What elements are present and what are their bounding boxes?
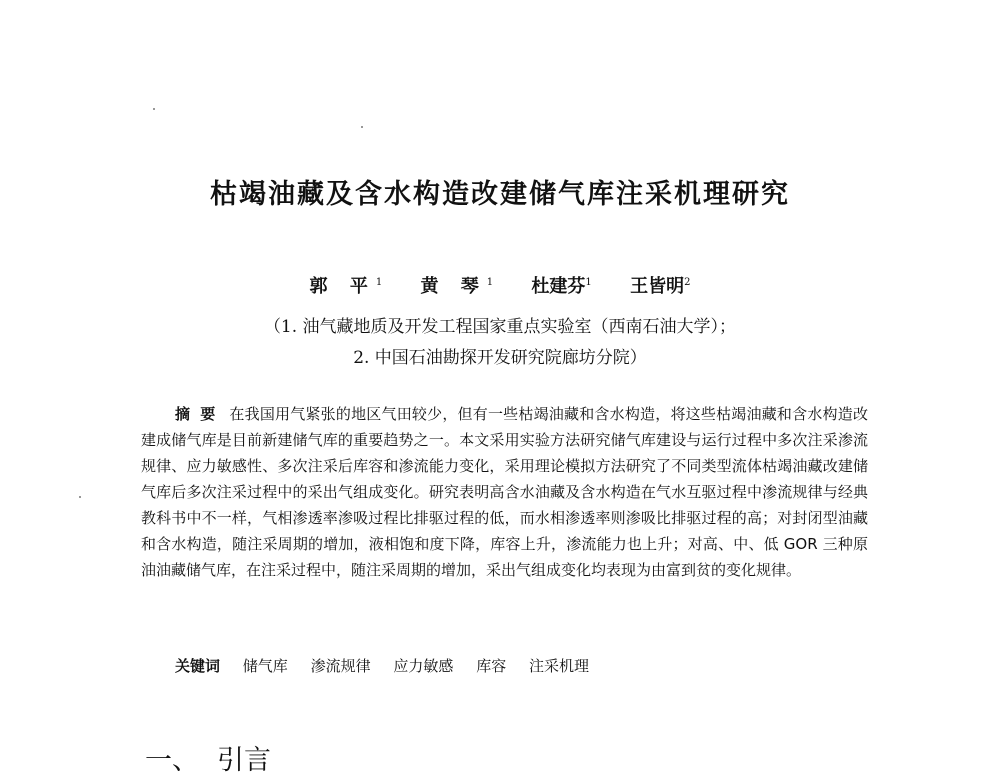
keyword: 渗流规律 [310, 657, 371, 675]
author: 黄 琴$^1$ [420, 276, 494, 297]
author: 王皆明$^2$ [630, 276, 691, 297]
abstract-label: 摘要 [175, 405, 226, 423]
keywords-label: 关键词 [175, 657, 221, 675]
affiliation-line: （1. 油气藏地质及开发工程国家重点实验室（西南石油大学）； [263, 317, 737, 337]
abstract [141, 401, 868, 583]
author: 杜建芬$^1$ [531, 276, 592, 297]
affiliation-line: 2. 中国石油勘探开发研究院廊坊分院） [353, 348, 647, 368]
keywords [175, 655, 607, 676]
abstract-text: 在我国用气紧张的地区气田较少，但有一些枯竭油藏和含水构造，将这些枯竭油藏和含水构造改建成储气库是目前新建储气库的重要趋势之一。本文采用实验方法研究储气库建设与运行过程中多次注采渗流规律、应力敏感性、多次注采后库容和渗流能力变化，采用理论模拟方法研究了不同类型流体枯竭油藏改建储气库后多次注采过程中的采出气组成变化。研究表明高含水油藏及含水构造在气水互驱过程中渗流规律与经典教科书中不一样，气相渗透率渗吸过程比排驱过程的低，而水相渗透率则渗吸比排驱过程的高；对封闭型油藏和含水构造，随注采周期的增加，液相饱和度下降，库容上升，渗流能力也上升；对高、中、低 GOR 三种原油油藏储气库，在注采过程中，随注采周期的增加，采出气组成变化均表现为由富到贫的变化规律。 [141, 405, 868, 579]
keyword: 库容 [476, 657, 507, 675]
keyword: 储气库 [242, 657, 288, 675]
scan-speck [79, 496, 81, 498]
section-number: 一、 [145, 745, 199, 776]
author-list [0, 272, 1000, 298]
paper-title: 枯竭油藏及含水构造改建储气库注采机理研究 [210, 179, 790, 210]
section-heading [145, 738, 271, 777]
section-title: 引言 [217, 745, 271, 776]
scan-speck [153, 108, 155, 110]
author: 郭 平$^1$ [309, 276, 383, 297]
keyword: 应力敏感 [393, 657, 454, 675]
keyword: 注采机理 [528, 657, 589, 675]
scan-speck [361, 126, 363, 128]
